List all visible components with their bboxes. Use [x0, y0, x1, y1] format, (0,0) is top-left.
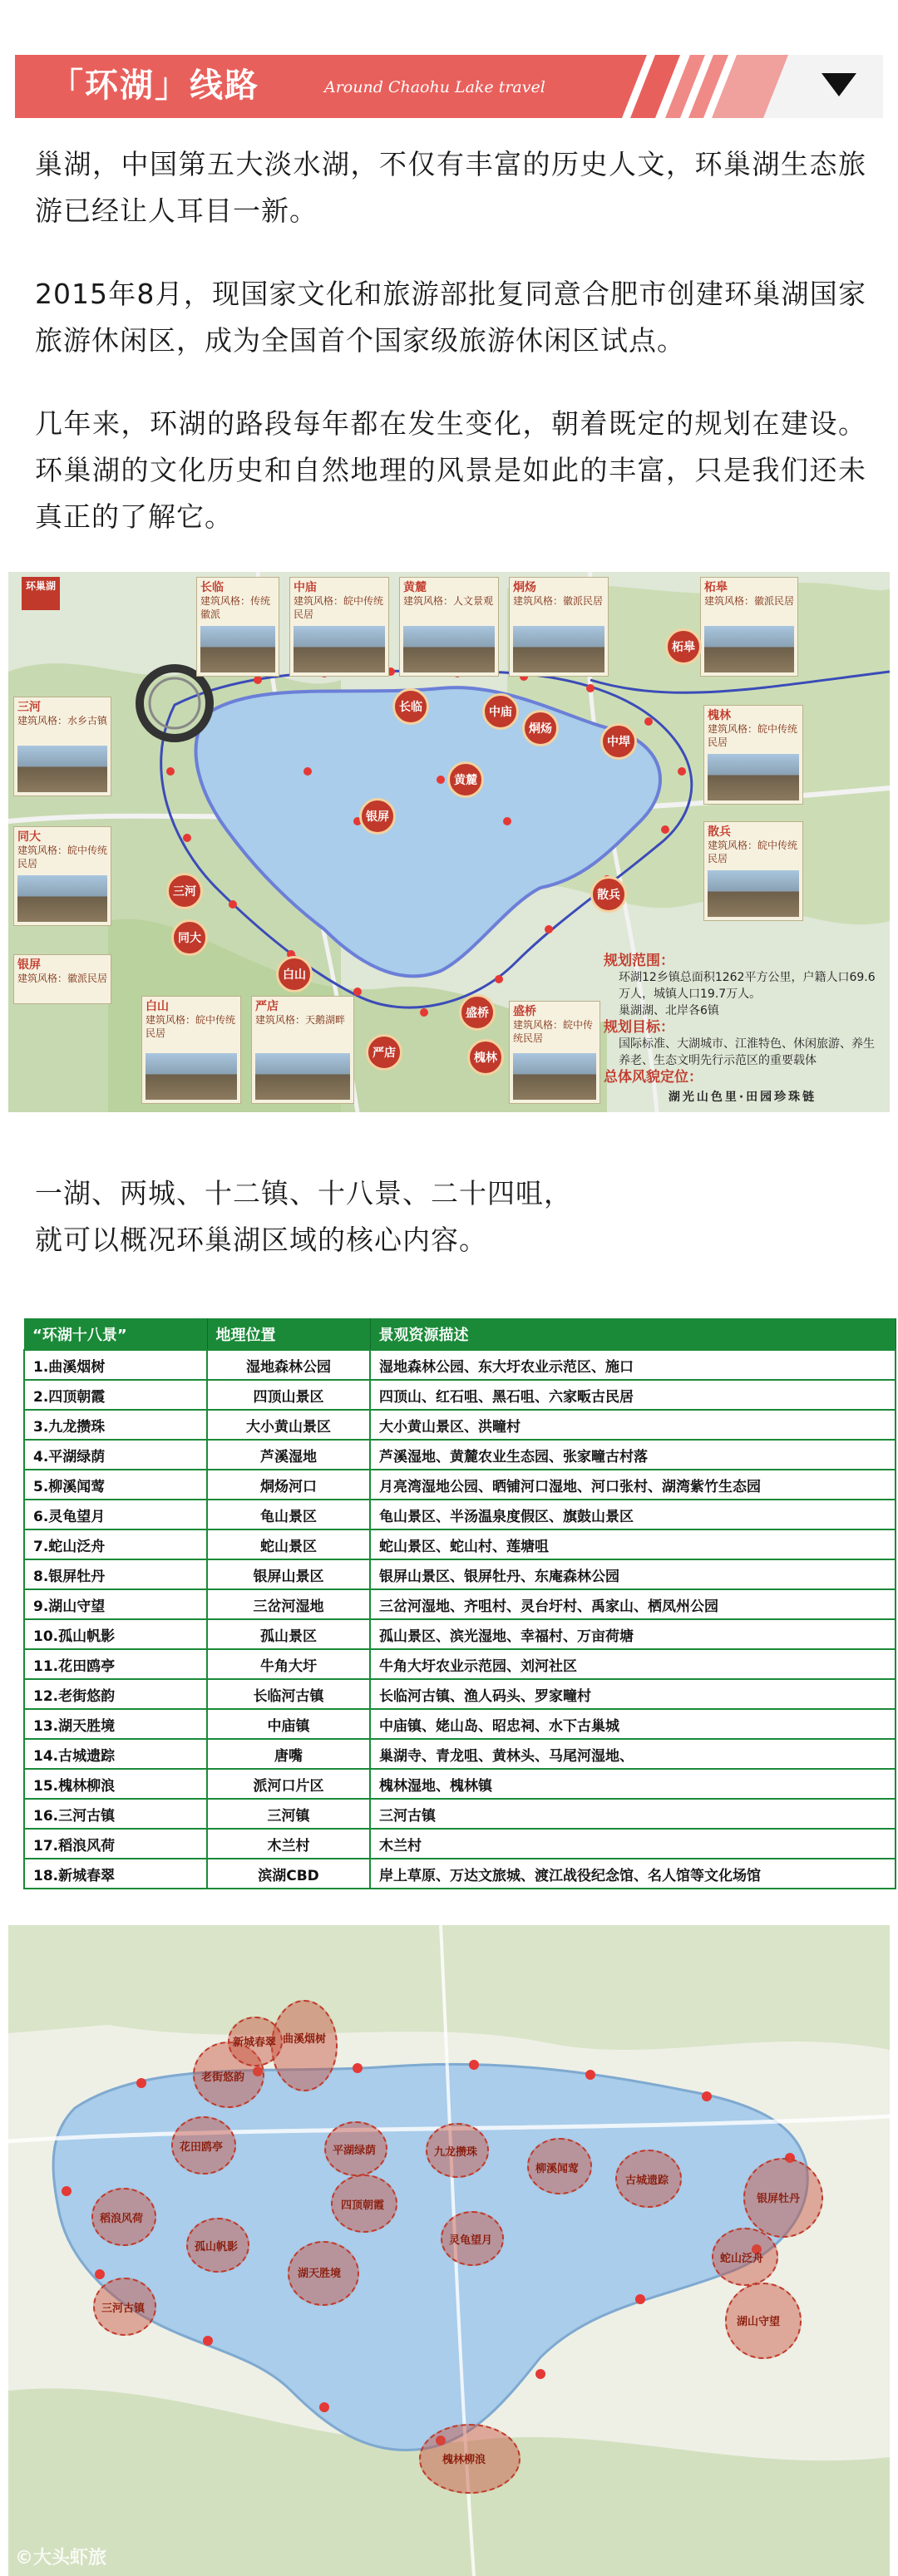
thumbnail-card: 盛桥 建筑风格：皖中传统民居 — [509, 1001, 600, 1104]
location-cell: 烔炀河口 — [207, 1470, 370, 1500]
description-cell: 银屏山景区、银屏牡丹、东庵森林公园 — [370, 1559, 896, 1589]
description-cell: 大小黄山景区、洪疃村 — [370, 1410, 896, 1440]
location-cell: 大小黄山景区 — [207, 1410, 370, 1440]
thumbnail-card: 槐林 建筑风格：皖中传统民居 — [703, 705, 803, 805]
planning-map — [8, 572, 890, 1112]
thumbnail-photo — [294, 626, 385, 672]
location-cell: 湿地森林公园 — [207, 1350, 370, 1380]
scene-name-cell: 2.四顶朝霞 — [24, 1380, 207, 1410]
thumbnail-card: 烔炀 建筑风格：徽派民居 — [509, 577, 609, 677]
scene-name-cell: 13.湖天胜境 — [24, 1709, 207, 1739]
location-cell: 长临河古镇 — [207, 1679, 370, 1709]
location-cell: 银屏山景区 — [207, 1559, 370, 1589]
triangle-down-icon — [820, 71, 858, 100]
plan-scope-heading: 规划范围： — [604, 953, 674, 969]
scene-name-cell: 10.孤山帆影 — [24, 1619, 207, 1649]
table-row — [24, 1470, 896, 1500]
scene-label: 湖山守望 — [737, 2316, 781, 2328]
town-marker: 中庙 — [482, 693, 519, 730]
description-cell: 芦溪湿地、黄麓农业生态园、张家疃古村落 — [370, 1440, 896, 1470]
summary-line-1: 一湖、两城、十二镇、十八景、二十四咀， — [35, 1177, 572, 1209]
table-row — [24, 1739, 896, 1769]
description-cell: 槐林湿地、槐林镇 — [370, 1769, 896, 1799]
intro-paragraph-3: 几年来，环湖的路段每年都在发生变化，朝着既定的规划在建设。环巢湖的文化历史和自然地理的风景是如此的丰富，只是我们还未真正的了解它。 — [35, 407, 866, 533]
location-cell: 中庙镇 — [207, 1709, 370, 1739]
town-marker: 烔炀 — [522, 710, 559, 746]
location-cell: 三岔河湿地 — [207, 1589, 370, 1619]
description-cell: 巢湖寺、青龙咀、黄林头、马尾河湿地、 — [370, 1739, 896, 1769]
thumbnail-card: 严店 建筑风格：天鹅湖畔 — [251, 996, 354, 1104]
summary-line-2: 就可以概况环巢湖区域的核心内容。 — [35, 1224, 487, 1256]
table-header-row — [24, 1318, 896, 1350]
thumbnail-card: 黄麓 建筑风格：人文景观 — [399, 577, 499, 677]
plan-goal-text: 国际标准、大湖城市、江淮特色、休闲旅游、养生养老、生态文明先行示范区的重要载体 — [619, 1037, 875, 1067]
scene-name-cell: 7.蛇山泛舟 — [24, 1529, 207, 1559]
scene-label: 槐林柳浪 — [442, 2454, 486, 2466]
scene-label: 蛇山泛舟 — [720, 2253, 764, 2265]
location-cell: 四顶山景区 — [207, 1380, 370, 1410]
scene-label: 新城春翠 — [233, 2037, 277, 2049]
description-cell: 牛角大圩农业示范园、刘河社区 — [370, 1649, 896, 1679]
thumbnail-photo — [513, 626, 604, 672]
scene-name-cell: 18.新城春翠 — [24, 1859, 207, 1889]
thumbnail-card: 同大 建筑风格：皖中传统民居 — [13, 826, 111, 926]
town-marker: 黄麓 — [447, 761, 484, 798]
planning-info — [604, 953, 881, 1112]
town-marker: 长临 — [392, 688, 429, 725]
scene-name-cell: 6.灵龟望月 — [24, 1500, 207, 1529]
description-cell: 三岔河湿地、齐咀村、灵台圩村、禹家山、栖凤州公园 — [370, 1589, 896, 1619]
thumbnail-photo — [704, 626, 794, 672]
description-cell: 龟山景区、半汤温泉度假区、旗鼓山景区 — [370, 1500, 896, 1529]
scene-label: 三河古镇 — [101, 2303, 146, 2315]
description-cell: 木兰村 — [370, 1829, 896, 1859]
table-row — [24, 1829, 896, 1859]
table-row — [24, 1440, 896, 1470]
scene-label: 花田鸥亭 — [180, 2141, 224, 2154]
thumbnail-photo — [708, 870, 799, 917]
scene-label: 银屏牡丹 — [757, 2193, 801, 2205]
table-row — [24, 1559, 896, 1589]
thumbnail-photo — [708, 754, 799, 800]
table-row — [24, 1500, 896, 1529]
scene-name-cell: 9.湖山守望 — [24, 1589, 207, 1619]
table-row — [24, 1649, 896, 1679]
thumbnail-photo — [255, 1053, 350, 1100]
location-cell: 滨湖CBD — [207, 1859, 370, 1889]
scene-label: 湖天胜境 — [298, 2268, 342, 2280]
thumbnail-card: 中庙 建筑风格：皖中传统民居 — [289, 577, 389, 677]
scene-label: 曲溪烟树 — [283, 2033, 327, 2046]
plan-scope-note: 巢湖湖、北岸各6镇 — [619, 1004, 719, 1017]
scenes-map — [8, 1925, 890, 2576]
thumbnail-photo — [146, 1053, 237, 1100]
thumbnail-card: 银屏 建筑风格：徽派民居 — [13, 954, 111, 1004]
description-cell: 湿地森林公园、东大圩农业示范区、施口 — [370, 1350, 896, 1380]
location-cell: 龟山景区 — [207, 1500, 370, 1529]
scene-label: 平湖绿荫 — [333, 2145, 377, 2157]
scene-name-cell: 4.平湖绿荫 — [24, 1440, 207, 1470]
location-cell: 三河镇 — [207, 1799, 370, 1829]
description-cell: 三河古镇 — [370, 1799, 896, 1829]
scene-label: 稻浪风荷 — [100, 2213, 144, 2225]
scene-name-cell: 1.曲溪烟树 — [24, 1350, 207, 1380]
town-marker: 三河 — [166, 873, 203, 909]
scene-label: 老街悠韵 — [201, 2071, 245, 2084]
table-row — [24, 1589, 896, 1619]
thumbnail-photo — [513, 1053, 596, 1100]
scene-label: 九龙攒珠 — [434, 2146, 478, 2159]
plan-style-heading: 总体风貌定位： — [604, 1069, 703, 1086]
thumbnail-photo — [17, 875, 107, 922]
location-cell: 牛角大圩 — [207, 1649, 370, 1679]
scene-label: 灵龟望月 — [449, 2234, 493, 2247]
thumbnail-card: 柘皋 建筑风格：徽派民居 — [700, 577, 798, 677]
table-row — [24, 1859, 896, 1889]
plan-slogan: 湖光山色里·田园珍珠链 — [668, 1091, 817, 1104]
town-marker: 槐林 — [467, 1039, 504, 1076]
description-cell: 四顶山、红石咀、黑石咀、六家畈古民居 — [370, 1380, 896, 1410]
scene-name-cell: 5.柳溪闻莺 — [24, 1470, 207, 1500]
intro-paragraph-2: 2015年8月，现国家文化和旅游部批复同意合肥市创建环巢湖国家旅游休闲区，成为全国首个国家级旅游休闲区试点。 — [35, 278, 866, 357]
scenes-table — [23, 1318, 896, 1889]
table-row — [24, 1769, 896, 1799]
thumbnail-photo — [200, 626, 275, 672]
description-cell: 中庙镇、姥山岛、昭忠祠、水下古巢城 — [370, 1709, 896, 1739]
description-cell: 长临河古镇、渔人码头、罗家疃村 — [370, 1679, 896, 1709]
scene-name-cell: 16.三河古镇 — [24, 1799, 207, 1829]
scene-name-cell: 17.稻浪风荷 — [24, 1829, 207, 1859]
plan-goal-heading: 规划目标： — [604, 1019, 674, 1036]
scene-name-cell: 15.槐林柳浪 — [24, 1769, 207, 1799]
location-cell: 木兰村 — [207, 1829, 370, 1859]
table-row — [24, 1619, 896, 1649]
thumbnail-card: 三河 建筑风格：水乡古镇 — [13, 697, 111, 796]
watermark: ©大头虾旅 — [15, 2548, 107, 2569]
town-marker: 同大 — [171, 919, 208, 956]
table-row — [24, 1679, 896, 1709]
scene-name-cell: 8.银屏牡丹 — [24, 1559, 207, 1589]
description-cell: 蛇山景区、蛇山村、莲塘咀 — [370, 1529, 896, 1559]
town-marker: 散兵 — [590, 876, 627, 913]
scene-name-cell: 3.九龙攒珠 — [24, 1410, 207, 1440]
table-row — [24, 1350, 896, 1380]
header-description: 景观资源描述 — [370, 1318, 896, 1350]
map-logo: 环巢湖 — [22, 577, 60, 610]
scene-label: 孤山帆影 — [195, 2241, 239, 2253]
town-marker: 盛桥 — [459, 994, 496, 1031]
intro-paragraph-1: 巢湖，中国第五大淡水湖，不仅有丰富的历史人文，环巢湖生态旅游已经让人耳目一新。 — [35, 148, 866, 227]
scene-label: 古城遗踪 — [625, 2175, 669, 2187]
town-marker: 银屏 — [359, 798, 396, 835]
town-marker: 中垾 — [600, 723, 637, 760]
table-row — [24, 1380, 896, 1410]
thumbnail-card: 白山 建筑风格：皖中传统民居 — [141, 996, 241, 1104]
location-cell: 派河口片区 — [207, 1769, 370, 1799]
description-cell: 孤山景区、滨光湿地、幸福村、万亩荷塘 — [370, 1619, 896, 1649]
table-row — [24, 1410, 896, 1440]
scene-name-cell: 12.老街悠韵 — [24, 1679, 207, 1709]
town-marker: 柘皋 — [665, 628, 702, 665]
banner-subtitle: Around Chaohu Lake travel — [324, 78, 545, 96]
location-cell: 蛇山景区 — [207, 1529, 370, 1559]
scene-name-cell: 11.花田鸥亭 — [24, 1649, 207, 1679]
description-cell: 岸上草原、万达文旅城、渡江战役纪念馆、名人馆等文化场馆 — [370, 1859, 896, 1889]
thumbnail-card: 长临 建筑风格：传统徽派 — [196, 577, 279, 677]
eighteen-scenes-table — [23, 1318, 895, 1900]
header-location: 地理位置 — [207, 1318, 370, 1350]
section-banner — [15, 48, 883, 123]
thumbnail-photo — [403, 626, 495, 672]
location-cell: 芦溪湿地 — [207, 1440, 370, 1470]
town-marker: 严店 — [366, 1034, 402, 1071]
plan-scope-text: 环湖12乡镇总面积1262平方公里，户籍人口69.6万人，城镇人口19.7万人。 — [619, 971, 876, 1001]
location-cell: 孤山景区 — [207, 1619, 370, 1649]
scene-name-cell: 14.古城遗踪 — [24, 1739, 207, 1769]
description-cell: 月亮湾湿地公园、晒铺河口湿地、河口张村、湖湾紫竹生态园 — [370, 1470, 896, 1500]
table-row — [24, 1799, 896, 1829]
town-marker: 白山 — [276, 956, 313, 992]
scene-label: 四顶朝霞 — [341, 2199, 385, 2212]
header-scene: “环湖十八景” — [24, 1318, 207, 1350]
banner-title: 「环湖」线路 — [50, 66, 259, 105]
table-row — [24, 1709, 896, 1739]
location-cell: 唐嘴 — [207, 1739, 370, 1769]
thumbnail-card: 散兵 建筑风格：皖中传统民居 — [703, 821, 803, 921]
scene-label: 柳溪闻莺 — [535, 2163, 580, 2175]
thumbnail-photo — [17, 746, 107, 792]
table-row — [24, 1529, 896, 1559]
